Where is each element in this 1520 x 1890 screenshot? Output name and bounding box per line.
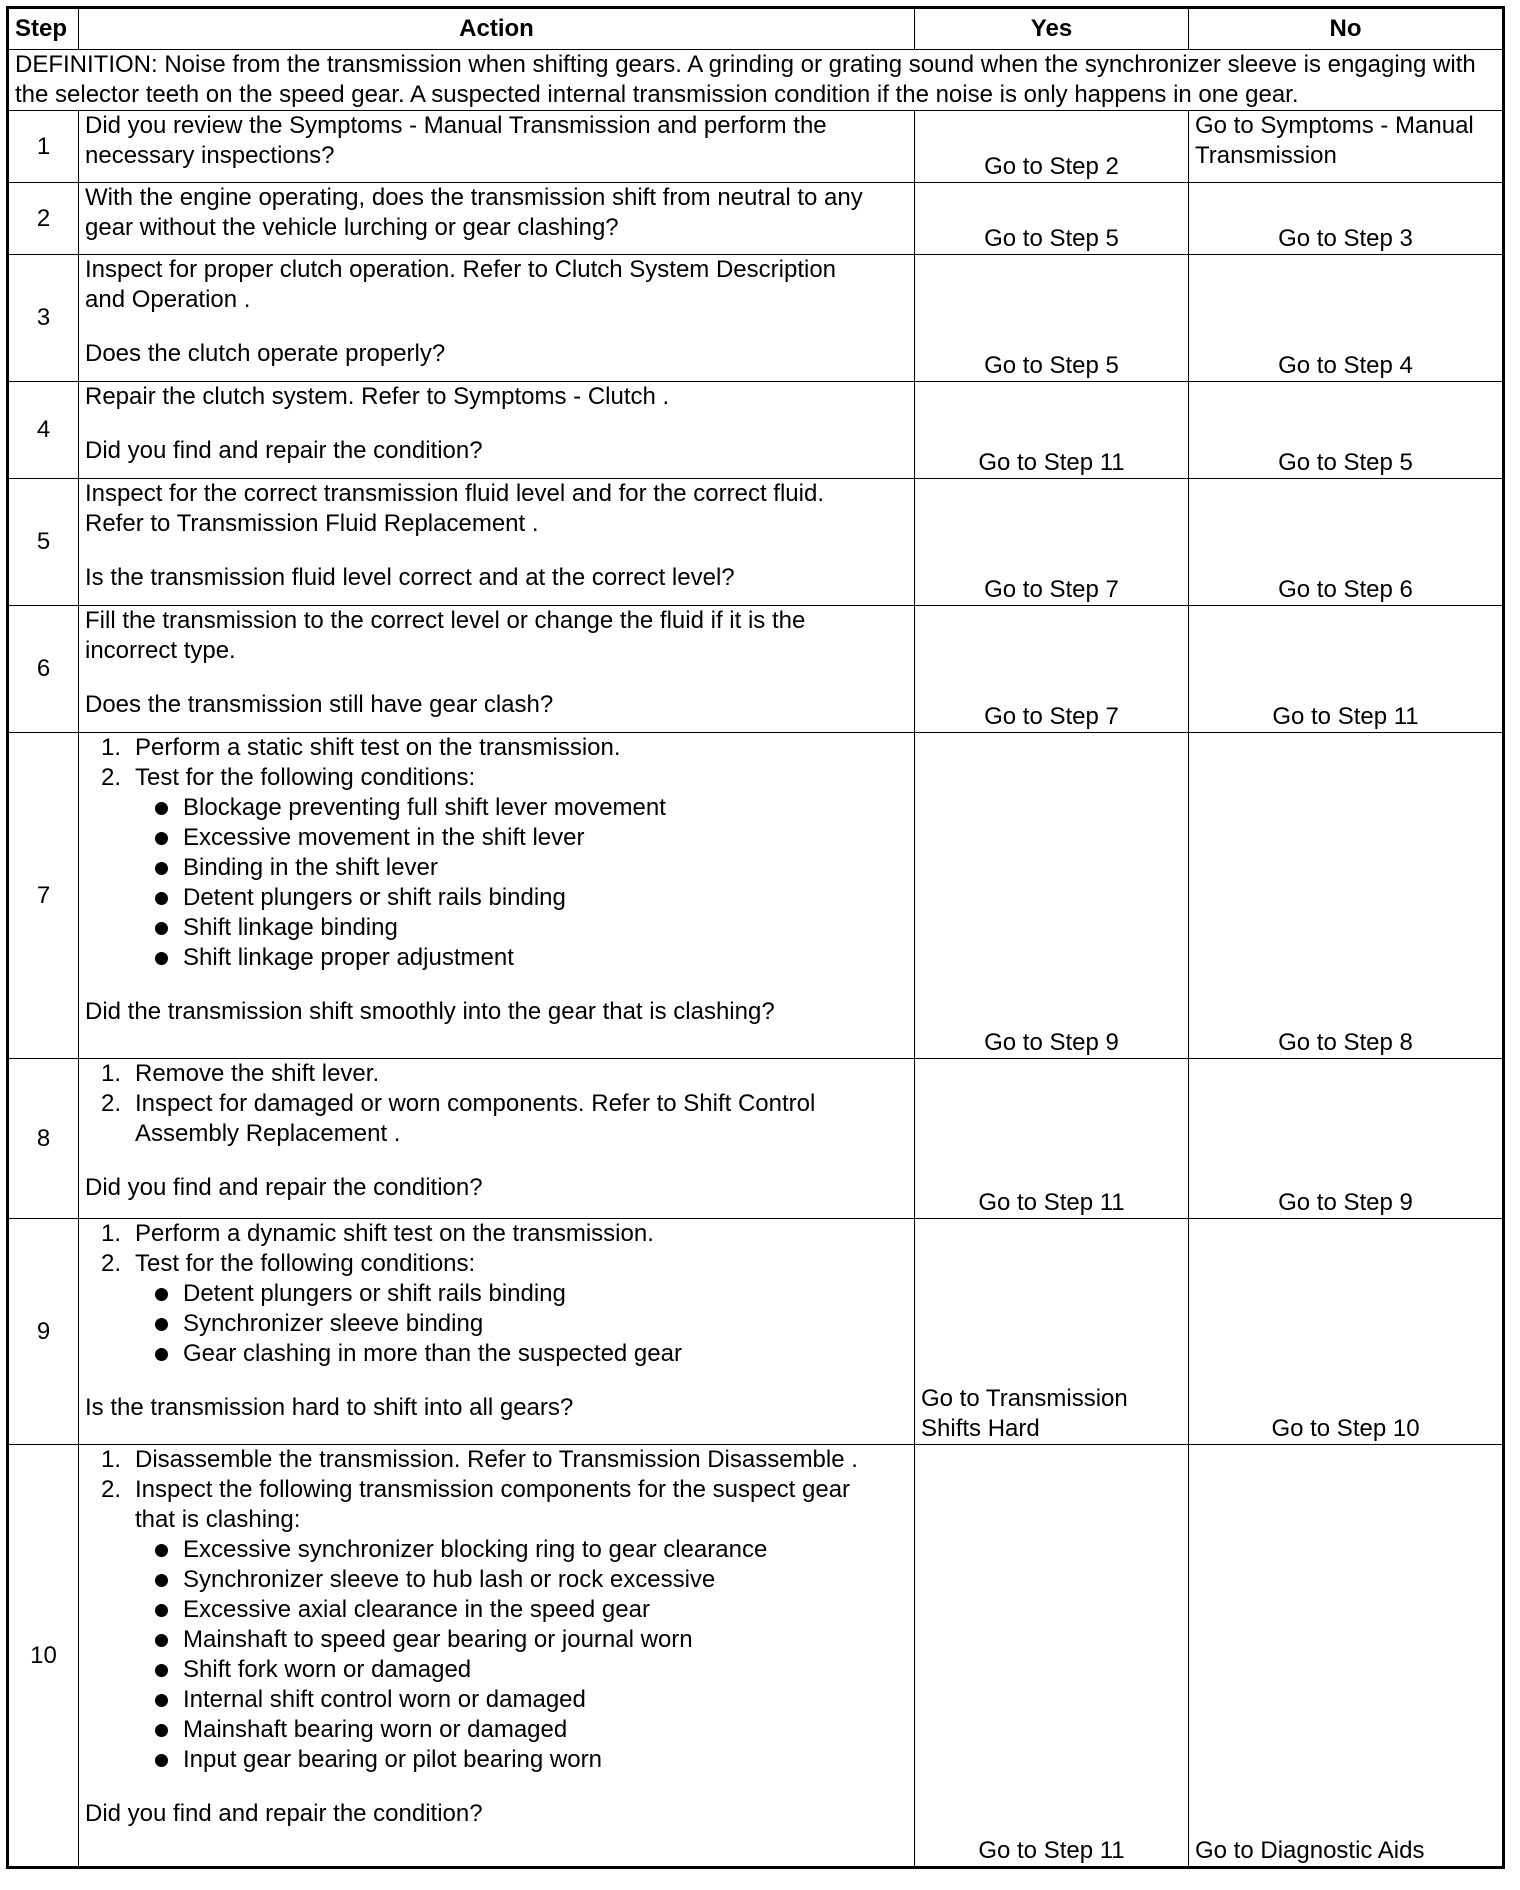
action-question: Does the transmission still have gear clash? bbox=[85, 691, 554, 718]
step-row-1 bbox=[8, 111, 1504, 183]
bullet-icon bbox=[155, 1348, 168, 1361]
action-question: Did you find and repair the condition? bbox=[85, 1174, 483, 1201]
bullet-icon bbox=[155, 1604, 168, 1617]
bullet-text: Excessive movement in the shift lever bbox=[183, 824, 585, 851]
bullet-item bbox=[85, 1535, 908, 1565]
yes-cell: Go to Step 11 bbox=[915, 1445, 1189, 1868]
bullet-item bbox=[85, 823, 908, 853]
action-line: Inspect for proper clutch operation. Refer to Clutch System Description bbox=[85, 256, 837, 283]
header-action: Action bbox=[79, 8, 915, 50]
numbered-item: 1. Perform a static shift test on the transmission. bbox=[101, 734, 621, 761]
bullet-text: Mainshaft bearing worn or damaged bbox=[183, 1716, 568, 1743]
no-cell bbox=[1189, 111, 1504, 183]
yes-cell: Go to Step 2 bbox=[915, 111, 1189, 183]
no-cell: Go to Diagnostic Aids bbox=[1189, 1445, 1504, 1868]
bullet-icon bbox=[155, 1574, 168, 1587]
step-row-8 bbox=[8, 1059, 1504, 1219]
bullet-icon bbox=[155, 892, 168, 905]
action-cell bbox=[79, 606, 915, 733]
bullet-item bbox=[85, 1685, 908, 1715]
step-number: 5 bbox=[8, 479, 79, 606]
bullet-item bbox=[85, 883, 908, 913]
bullet-item bbox=[85, 1745, 908, 1775]
bullet-item bbox=[85, 1565, 908, 1595]
no-line: Go to Symptoms - Manual bbox=[1195, 112, 1474, 139]
bullet-item bbox=[85, 943, 908, 973]
action-question: Did you find and repair the condition? bbox=[85, 1800, 483, 1827]
bullet-text: Excessive synchronizer blocking ring to gear clearance bbox=[183, 1536, 768, 1563]
header-no: No bbox=[1189, 8, 1504, 50]
bullet-text: Blockage preventing full shift lever movement bbox=[183, 794, 666, 821]
bullet-icon bbox=[155, 922, 168, 935]
bullet-text: Synchronizer sleeve binding bbox=[183, 1310, 484, 1337]
yes-cell: Go to Step 5 bbox=[915, 183, 1189, 255]
yes-line: Shifts Hard bbox=[921, 1415, 1040, 1442]
numbered-item: 2. Inspect for damaged or worn components. Refer to Shift Control bbox=[101, 1090, 816, 1117]
numbered-item: 1. Perform a dynamic shift test on the transmission. bbox=[101, 1220, 654, 1247]
bullet-text: Synchronizer sleeve to hub lash or rock excessive bbox=[183, 1566, 716, 1593]
step-row-9 bbox=[8, 1219, 1504, 1445]
step-number: 8 bbox=[8, 1059, 79, 1219]
header-yes: Yes bbox=[915, 8, 1189, 50]
no-line: Transmission bbox=[1195, 142, 1337, 169]
bullet-item bbox=[85, 1309, 908, 1339]
bullet-icon bbox=[155, 1754, 168, 1767]
step-row-7 bbox=[8, 733, 1504, 1059]
no-cell: Go to Step 9 bbox=[1189, 1059, 1504, 1219]
bullet-text: Input gear bearing or pilot bearing worn bbox=[183, 1746, 602, 1773]
diagnostic-page bbox=[6, 6, 1502, 1869]
step-number: 7 bbox=[8, 733, 79, 1059]
action-cell bbox=[79, 479, 915, 606]
yes-cell: Go to Step 7 bbox=[915, 479, 1189, 606]
bullet-text: Mainshaft to speed gear bearing or journal worn bbox=[183, 1626, 693, 1653]
bullet-icon bbox=[155, 1318, 168, 1331]
action-cell bbox=[79, 733, 915, 1059]
numbered-item: 2. Test for the following conditions: bbox=[101, 764, 476, 791]
action-question: Did the transmission shift smoothly into the gear that is clashing? bbox=[85, 998, 775, 1025]
action-question: Is the transmission fluid level correct and at the correct level? bbox=[85, 564, 735, 591]
numbered-item-continuation: that is clashing: bbox=[135, 1506, 301, 1533]
bullet-text: Gear clashing in more than the suspected gear bbox=[183, 1340, 682, 1367]
action-question: Did you find and repair the condition? bbox=[85, 437, 483, 464]
numbered-item-text: Perform a dynamic shift test on the transmission. bbox=[135, 1220, 654, 1247]
numbered-item: 2. Test for the following conditions: bbox=[101, 1250, 476, 1277]
yes-cell: Go to Step 7 bbox=[915, 606, 1189, 733]
action-line: necessary inspections? bbox=[85, 142, 335, 169]
step-number: 4 bbox=[8, 382, 79, 479]
action-line: Fill the transmission to the correct level or change the fluid if it is the bbox=[85, 607, 806, 634]
step-number: 1 bbox=[8, 111, 79, 183]
no-cell: Go to Step 10 bbox=[1189, 1219, 1504, 1445]
yes-cell bbox=[915, 1219, 1189, 1445]
action-line: Refer to Transmission Fluid Replacement . bbox=[85, 510, 539, 537]
step-number: 3 bbox=[8, 255, 79, 382]
header-row bbox=[8, 8, 1504, 50]
no-cell: Go to Step 11 bbox=[1189, 606, 1504, 733]
bullet-text: Detent plungers or shift rails binding bbox=[183, 884, 566, 911]
bullet-icon bbox=[155, 1694, 168, 1707]
action-cell bbox=[79, 1219, 915, 1445]
step-row-2 bbox=[8, 183, 1504, 255]
numbered-item-text: Perform a static shift test on the transmission. bbox=[135, 734, 621, 761]
no-cell: Go to Step 3 bbox=[1189, 183, 1504, 255]
yes-cell: Go to Step 5 bbox=[915, 255, 1189, 382]
bullet-text: Detent plungers or shift rails binding bbox=[183, 1280, 566, 1307]
bullet-item bbox=[85, 793, 908, 823]
bullet-text: Shift linkage binding bbox=[183, 914, 398, 941]
numbered-item-text: Disassemble the transmission. Refer to Transmission Disassemble . bbox=[135, 1446, 858, 1473]
numbered-item-text: Inspect the following transmission components for the suspect gear bbox=[135, 1476, 851, 1503]
bullet-icon bbox=[155, 1664, 168, 1677]
bullet-item bbox=[85, 913, 908, 943]
bullet-item bbox=[85, 853, 908, 883]
no-cell: Go to Step 6 bbox=[1189, 479, 1504, 606]
action-cell bbox=[79, 183, 915, 255]
action-line: With the engine operating, does the transmission shift from neutral to any bbox=[85, 184, 863, 211]
numbered-item: 1. Disassemble the transmission. Refer to Transmission Disassemble . bbox=[101, 1446, 858, 1473]
step-number: 2 bbox=[8, 183, 79, 255]
action-line: gear without the vehicle lurching or gear clashing? bbox=[85, 214, 619, 241]
step-row-3 bbox=[8, 255, 1504, 382]
bullet-item bbox=[85, 1715, 908, 1745]
bullet-icon bbox=[155, 1288, 168, 1301]
numbered-item-text: Inspect for damaged or worn components. Refer to Shift Control bbox=[135, 1090, 816, 1117]
bullet-icon bbox=[155, 1634, 168, 1647]
yes-cell: Go to Step 9 bbox=[915, 733, 1189, 1059]
no-cell: Go to Step 8 bbox=[1189, 733, 1504, 1059]
bullet-text: Binding in the shift lever bbox=[183, 854, 438, 881]
yes-line: Go to Transmission bbox=[921, 1385, 1128, 1412]
yes-cell: Go to Step 11 bbox=[915, 1059, 1189, 1219]
bullet-icon bbox=[155, 832, 168, 845]
no-cell: Go to Step 5 bbox=[1189, 382, 1504, 479]
bullet-icon bbox=[155, 1724, 168, 1737]
action-line: Did you review the Symptoms - Manual Transmission and perform the bbox=[85, 112, 827, 139]
bullet-text: Shift fork worn or damaged bbox=[183, 1656, 472, 1683]
action-question: Is the transmission hard to shift into all gears? bbox=[85, 1394, 574, 1421]
bullet-icon bbox=[155, 802, 168, 815]
bullet-text: Shift linkage proper adjustment bbox=[183, 944, 514, 971]
action-line: incorrect type. bbox=[85, 637, 236, 664]
bullet-icon bbox=[155, 952, 168, 965]
bullet-item bbox=[85, 1625, 908, 1655]
numbered-item: 1. Remove the shift lever. bbox=[101, 1060, 380, 1087]
step-row-5 bbox=[8, 479, 1504, 606]
bullet-icon bbox=[155, 862, 168, 875]
no-cell: Go to Step 4 bbox=[1189, 255, 1504, 382]
bullet-text: Internal shift control worn or damaged bbox=[183, 1686, 586, 1713]
bullet-item bbox=[85, 1595, 908, 1625]
action-cell bbox=[79, 1445, 915, 1868]
action-line: Repair the clutch system. Refer to Symptoms - Clutch . bbox=[85, 383, 670, 410]
action-cell bbox=[79, 111, 915, 183]
bullet-icon bbox=[155, 1544, 168, 1557]
bullet-item bbox=[85, 1655, 908, 1685]
action-line: Inspect for the correct transmission fluid level and for the correct fluid. bbox=[85, 480, 824, 507]
bullet-item bbox=[85, 1279, 908, 1309]
step-number: 10 bbox=[8, 1445, 79, 1868]
action-cell bbox=[79, 1059, 915, 1219]
header-step: Step bbox=[8, 8, 79, 50]
diagnostic-table bbox=[6, 6, 1505, 1869]
numbered-item-text: Remove the shift lever. bbox=[135, 1060, 380, 1087]
bullet-text: Excessive axial clearance in the speed gear bbox=[183, 1596, 650, 1623]
bullet-item bbox=[85, 1339, 908, 1369]
action-line: and Operation . bbox=[85, 286, 251, 313]
action-cell bbox=[79, 382, 915, 479]
step-row-4 bbox=[8, 382, 1504, 479]
numbered-item: 2. Inspect the following transmission components for the suspect gear bbox=[101, 1476, 851, 1503]
step-row-6 bbox=[8, 606, 1504, 733]
yes-cell: Go to Step 11 bbox=[915, 382, 1189, 479]
step-row-10 bbox=[8, 1445, 1504, 1868]
action-question: Does the clutch operate properly? bbox=[85, 340, 446, 367]
numbered-item-text: Test for the following conditions: bbox=[135, 1250, 476, 1277]
step-number: 6 bbox=[8, 606, 79, 733]
definition-row bbox=[8, 50, 1504, 111]
numbered-item-continuation: Assembly Replacement . bbox=[135, 1120, 401, 1147]
step-number: 9 bbox=[8, 1219, 79, 1445]
numbered-item-text: Test for the following conditions: bbox=[135, 764, 476, 791]
action-cell bbox=[79, 255, 915, 382]
definition-text: DEFINITION: Noise from the transmission when shifting gears. A grinding or grating sound when the synchronizer sleeve is engaging with the selector teeth on the speed gear. A suspected internal transmission condition if the noise is only happens in one gear. bbox=[8, 50, 1504, 111]
